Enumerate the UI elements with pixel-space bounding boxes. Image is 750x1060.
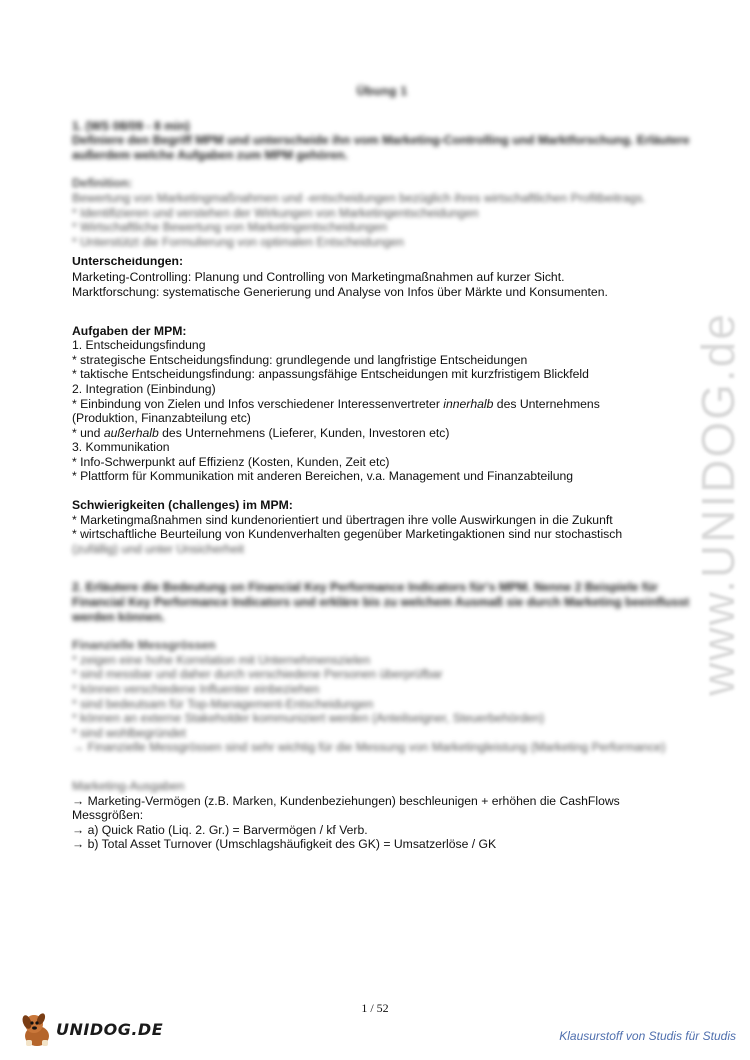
footer-tagline: Klausurstoff von Studis für Studis [559, 1029, 736, 1043]
measure-line: * sind wohlbegründet [72, 725, 186, 740]
task-line: * und außerhalb des Unternehmens (Lieferer, Kunden, Investoren etc) [72, 425, 450, 440]
measures-heading: Finanzielle Messgrössen [72, 638, 216, 653]
definition-line: * Identifizieren und verstehen der Wirkungen von Marketingentscheidungen [72, 205, 479, 220]
distinction-line: Marketing-Controlling: Planung und Controlling von Marketingmaßnahmen auf kurzer Sicht. [72, 270, 565, 285]
measure-line: * können verschiedene Influenter einbeziehen [72, 682, 320, 696]
task-line: (Produktion, Finanzabteilung etc) [72, 411, 251, 426]
distinctions-heading: Unterscheidungen: [72, 257, 184, 269]
task-line: 2. Integration (Einbindung) [72, 381, 216, 396]
emphasis-innerhalb: innerhalb [443, 396, 494, 411]
distinctions-heading-wrapper [72, 257, 692, 270]
kpi-line: → Marketing-Vermögen (z.B. Marken, Kundenbeziehungen) beschleunigen + erhöhen die CashFlows [72, 793, 620, 808]
task-line: * strategische Entscheidungsfindung: grundlegende und langfristige Entscheidungen [72, 352, 528, 367]
task-line: * Einbindung von Zielen und Infos verschiedener Interessenvertreter innerhalb des Unternehmens [72, 396, 600, 411]
question-1-heading: 1. (WS 08/09 - 8 min) [72, 118, 190, 133]
watermark-text: www.UNIDOG.de [692, 312, 744, 696]
measure-line: * sind messbar und daher durch verschiedene Personen überprüfbar [72, 667, 443, 682]
document-content [72, 84, 692, 852]
challenge-line: * wirtschaftliche Beurteilung von Kundenverhalten gegenüber Marketingaktionen sind nur stochastisch [72, 527, 623, 542]
definition-line: * Unterstützt die Formulierung von optimalen Entscheidungen [72, 234, 404, 249]
task-line: * Plattform für Kommunikation mit anderen Bereichen, v.a. Management und Finanzabteilung [72, 469, 574, 484]
distinction-line: Marktforschung: systematische Generierung und Analyse von Infos über Märkte und Konsumenten. [72, 284, 608, 299]
challenges-heading: Schwierigkeiten (challenges) im MPM: [72, 498, 293, 513]
dog-mascot-icon [18, 1010, 58, 1050]
kpi-line: Messgrößen: [72, 808, 144, 823]
logo-text: UNIDOG.DE [56, 1020, 164, 1039]
kpi-line: → a) Quick Ratio (Liq. 2. Gr.) = Barvermögen / kf Verb. [72, 822, 368, 837]
kpi-line: → b) Total Asset Turnover (Umschlagshäufigkeit des GK) = Umsatzerlöse / GK [72, 837, 497, 852]
question-1-prompt: Definiere den Begriff MPM und unterscheide ihn vom Marketing-Controlling und Marktforschung. Erläutere außerdem welche Aufgaben zum MPM gehören. [72, 133, 690, 162]
emphasis-ausserhalb: außerhalb [103, 425, 159, 440]
question-2-prompt: 2. Erläutere die Bedeutung on Financial Key Performance Indicators für's MPM. Nenne 2 Beispiele für Financial Key Performance Indicators und erkläre bis zu welchem Ausmaß sie durch Marketing beeinflusst werden können. [72, 580, 690, 624]
measure-line: → Finanzielle Messgrössen sind sehr wichtig für die Messung von Marketingleistung (Marketing Performance) [72, 740, 666, 755]
challenge-line: * Marketingmaßnahmen sind kundenorientiert und übertragen ihre volle Auswirkungen in die Zukunft [72, 512, 613, 527]
tasks-heading: Aufgaben der MPM: [72, 323, 187, 338]
document-title: Übung 1 [356, 84, 408, 98]
unidog-logo[interactable] [18, 1010, 178, 1050]
expenses-heading: Marketing-Ausgaben [72, 778, 185, 793]
definition-line: * Wirtschaftliche Bewertung von Marketingentscheidungen [72, 220, 388, 235]
task-line: 1. Entscheidungsfindung [72, 338, 206, 353]
task-line: * taktische Entscheidungsfindung: anpassungsfähige Entscheidungen mit kurzfristigem Blickfeld [72, 367, 589, 382]
watermark [690, 274, 746, 734]
task-line: 3. Kommunikation [72, 440, 170, 455]
challenge-line-blurred: (zufällig) und unter Unsicherheit [72, 541, 245, 556]
task-line: * Info-Schwerpunkt auf Effizienz (Kosten, Kunden, Zeit etc) [72, 454, 390, 469]
measure-line: * sind bedeutsam für Top-Management-Entscheidungen [72, 696, 374, 711]
definition-line: Bewertung von Marketingmaßnahmen und -entscheidungen bezüglich ihres wirtschaftlichen Profitbeitrags. [72, 190, 646, 205]
page-number: 1 / 52 [361, 1001, 389, 1015]
measure-line: * können an externe Stakeholder kommuniziert werden (Anteilseigner, Steuerbehörden) [72, 711, 545, 726]
measure-line: * zeigen eine hohe Korrelation mit Unternehmenszielen [72, 652, 371, 667]
definition-heading: Definition: [72, 176, 133, 191]
